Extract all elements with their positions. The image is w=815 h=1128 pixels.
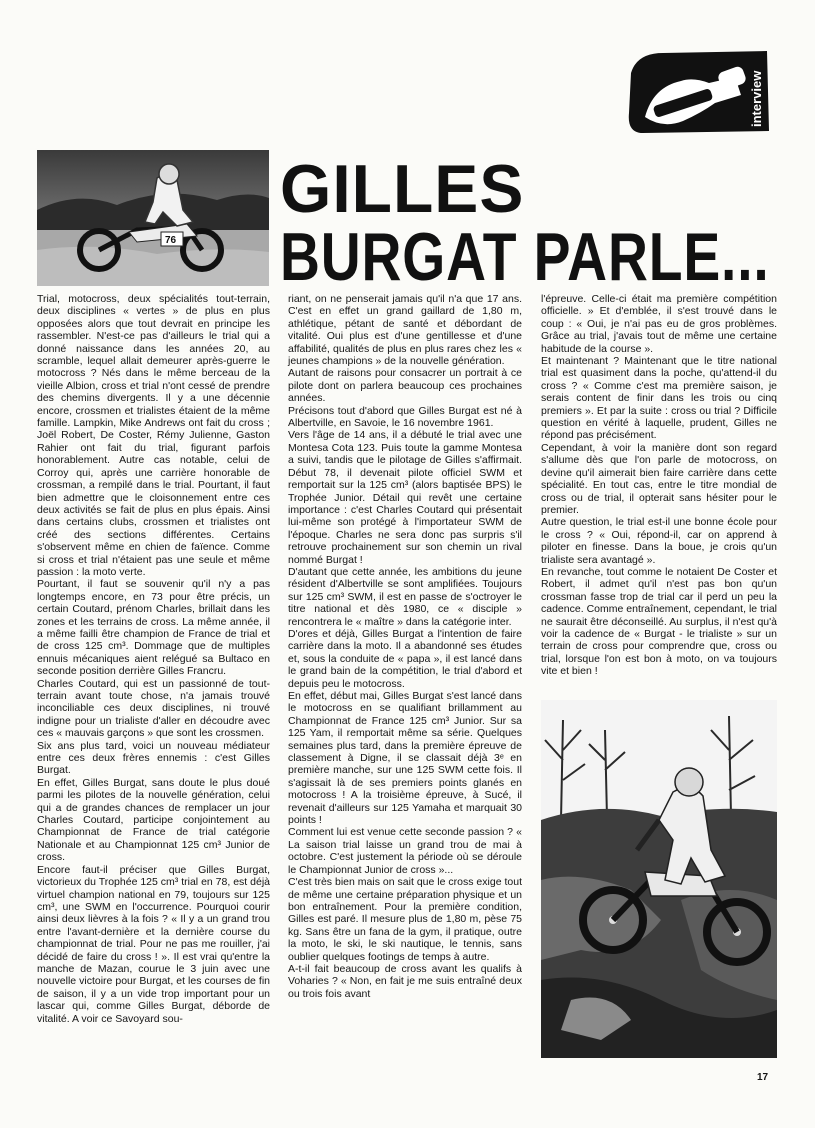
paragraph: Encore faut-il préciser que Gilles Burgat, victorieux du Trophée 125 cm³ trial en 78, est déjà virtuel champion national en 79, toujours sur 125 cm³, une SWM en l'occurrence. Pourquoi courir ainsi deux lièvres à la fois ? « Il y a un grand trou entre l'avant-dernière et la dernière course du championnat de trial. Pour ne pas me rouiller, j'ai décidé de faire du cross ! ». Il est vrai qu'entre la manche de Mazan, courue le 3 juin avec une nouvelle victoire pour Burgat, et les courses de fin de saison, il y a un vide trop important pour un lascar qui, comme Gilles Burgat, déborde de vitalité. A voir ce Savoyard sou- — [37, 863, 270, 1025]
paragraph: Précisons tout d'abord que Gilles Burgat est né à Albertville, en Savoie, le 16 novembre 1961. — [288, 404, 522, 430]
paragraph: Et maintenant ? Maintenant que le titre national trial est quasiment dans la poche, qu'attend-il du cross ? « Comme c'est ma première saison, je serais content de finir dans les trois ou cinq premiers ». Et par la suite : cross ou trial ? Difficile question en vérité à laquelle, prudent, Gilles ne répond pas précisément. — [541, 355, 777, 442]
paragraph: D'autant que cette année, les ambitions du jeune résident d'Albertville se sont amplifiées. Toujours sur 125 cm³ SWM, il est en passe de s'octroyer le titre national et dès 1980, ce « disciple » rencontrera le « maître » dans la catégorie inter. — [288, 565, 522, 628]
headline-line-1: GILLES — [280, 151, 525, 227]
paragraph: En effet, début mai, Gilles Burgat s'est lancé dans le motocross en se qualifiant brillamment au Championnat de France 125 cm³ Junior. Sur sa 125 Yam, il remportait même sa série. Quelques semaines plus tard, dans la première épreuve de classement à Digne, il se classait déjà 3ᵉ en première manche, sur une 125 SWM cette fois. Il s'agissait là de ses premiers points glanés en motocross ! A la troisième épreuve, à Sucé, il revenait d'ailleurs sur 125 Yamaha et marquait 30 points ! — [288, 690, 522, 827]
text-column-3 — [541, 293, 777, 678]
paragraph: Autant de raisons pour consacrer un portrait à ce pilote dont on parlera beaucoup ces prochaines années. — [288, 367, 522, 405]
paragraph: Autre question, le trial est-il une bonne école pour le cross ? « Oui, répond-il, car on apprend à piloter en finesse. Dans la boue, je crois qu'un trialiste sera avantagé ». — [541, 516, 777, 566]
paragraph: A-t-il fait beaucoup de cross avant les qualifs à Voharies ? « Non, en fait je me suis entraîné deux ou trois fois avant — [288, 962, 522, 1000]
article-headline — [280, 150, 780, 295]
paragraph: En effet, Gilles Burgat, sans doute le plus doué parmi les pilotes de la nouvelle génération, celui qui a de grandes chances de remplacer un jour Charles Coutard, participe conjointement au Championnat de France de trial catégorie Nationale et au Championnat 125 cm³ Junior de cross. — [37, 776, 270, 864]
paragraph: Charles Coutard, qui est un passionné de tout-terrain avant toute chose, n'a jamais trouvé inconciliable ces deux disciplines, ni trouvé indigne pour un trialiste d'aller en découdre avec ces « mauvais garçons » que sont les crossmen. — [37, 677, 270, 740]
paragraph: l'épreuve. Celle-ci était ma première compétition officielle. » Et d'emblée, il s'est trouvé dans le coup : « Oui, je n'ai pas eu de gros problèmes. Grâce au trial, j'avais tout de même une certaine habitude de la course ». — [541, 293, 777, 355]
paragraph: riant, on ne penserait jamais qu'il n'a que 17 ans. C'est en effet un grand gaillard de 1,80 m, athlétique, pétant de santé et débordant de vitalité. Oui plus est d'une gentillesse et d'une affabilité, qualités de plus en plus rares chez les « jeunes champions » de la nouvelle génération. — [288, 293, 522, 368]
text-column-2 — [288, 293, 522, 1000]
paragraph: Six ans plus tard, voici un nouveau médiateur entre ces deux frères ennemis : c'est Gilles Burgat. — [37, 739, 270, 777]
text-column-1 — [37, 293, 270, 1025]
motocross-rider-photo — [37, 150, 269, 286]
bike-number-plate: 76 — [165, 235, 177, 246]
paragraph: Comment lui est venue cette seconde passion ? « La saison trial laisse un grand trou de mai à octobre. C'est justement la période où se déroule le Championnat Junior de cross »... — [288, 826, 522, 876]
badge-label: interview — [749, 70, 764, 127]
paragraph: Pourtant, il faut se souvenir qu'il n'y a pas longtemps encore, en 73 pour être précis, un certain Coutard, prénom Charles, brillait dans les zones et les terrains de cross. La même année, il a même failli être champion de France de trial et de cross 125 cm³. Dommage que de multiples ennuis mécaniques aient relégué sa Bultaco en seconde position derrière Gilles Francru. — [37, 578, 270, 678]
trial-rider-photo — [541, 700, 777, 1058]
headline-line-2: BURGAT PARLE... — [280, 219, 770, 295]
paragraph: En revanche, tout comme le notaient De Coster et Robert, il admet qu'il n'est pas bon qu'un crossman fasse trop de trial car il perd un peu la cadence. Comme entraînement, cependant, le trial ne saurait être déconseillé. Au surplus, il n'est qu'à voir la cadence de « Burgat - le trialiste » sur un terrain de cross pour comprendre que, cross ou trial, lorsque l'on est bon à moto, on va toujours vite et bien ! — [541, 565, 777, 678]
paragraph: Trial, motocross, deux spécialités tout-terrain, deux disciplines « vertes » de plus en plus opposées alors que tout devrait en principe les rassembler. N'est-ce pas d'ailleurs le trial qui a donné naissance dans les années 20, au scramble, lequel allait demeurer après-guerre le motocross ? Nés dans le même berceau de la vieille Albion, cross et trial n'ont cessé de prendre des chemins divergents. Il y a une décennie encore, crossmen et trialistes étaient de la même famille. Lampkin, Mike Andrews ont fait du cross ; Joël Robert, De Coster, Rémy Julienne, Gaston Rahier ont fait du trial, figurant parfois honorablement. Autre cas notable, celui de Corroy qui, après une carrière honorable de crossman, a rempilé dans le trial. Pourtant, il faut bien admettre que le cloisonnement entre ces deux activités se fait de plus en plus épais. Ainsi dans certains clubs, crossmen et trialistes ont créé des sections différentes. Certains s'observent même en chien de faïence. Comme si cross et trial n'étaient pas une seule et même passion : la moto verte. — [37, 293, 270, 578]
paragraph: C'est très bien mais on sait que le cross exige tout de même une certaine préparation physique et un bon entraînement. Pour la première condition, Gilles est paré. Il mesure plus de 1,80 m, pèse 75 kg. Sans être un fana de la gym, il pratique, outre la moto, le ski, le ski nautique, le tennis, sans oublier quelques footings de temps à autre. — [288, 876, 522, 963]
interview-badge-icon — [623, 47, 773, 137]
paragraph: D'ores et déjà, Gilles Burgat a l'intention de faire carrière dans la moto. Il a abandonné ses études et, sous la conduite de « papa », il est lancé dans le grand bain de la compétition, le trial d'abord et depuis peu le motocross. — [288, 627, 522, 690]
page-number: 17 — [757, 1072, 769, 1083]
paragraph: Cependant, à voir la manière dont son regard s'allume dès que l'on parle de motocross, on devine qu'il aimerait bien faire carrière dans cette spécialité. En tout cas, entre le titre mondial de cross ou de trial, il opterait sans hésiter pour le premier. — [541, 441, 777, 516]
paragraph: Vers l'âge de 14 ans, il a débuté le trial avec une Montesa Cota 123. Puis toute la gamme Montesa a suivi, tandis que le pilotage de Gilles s'affirmait. Début 78, il devenait pilote officiel SWM et remportait sur la 125 cm³ (alors baptisée BPS) le Trophée Junior. Détail qui revêt une certaine importance : c'est Charles Coutard qui présentait lui-même son protégé à l'importateur SWM de l'époque. Charles ne sera donc pas surpris s'il retrouve prochainement sur son chemin un rival nommé Burgat ! — [288, 429, 522, 566]
